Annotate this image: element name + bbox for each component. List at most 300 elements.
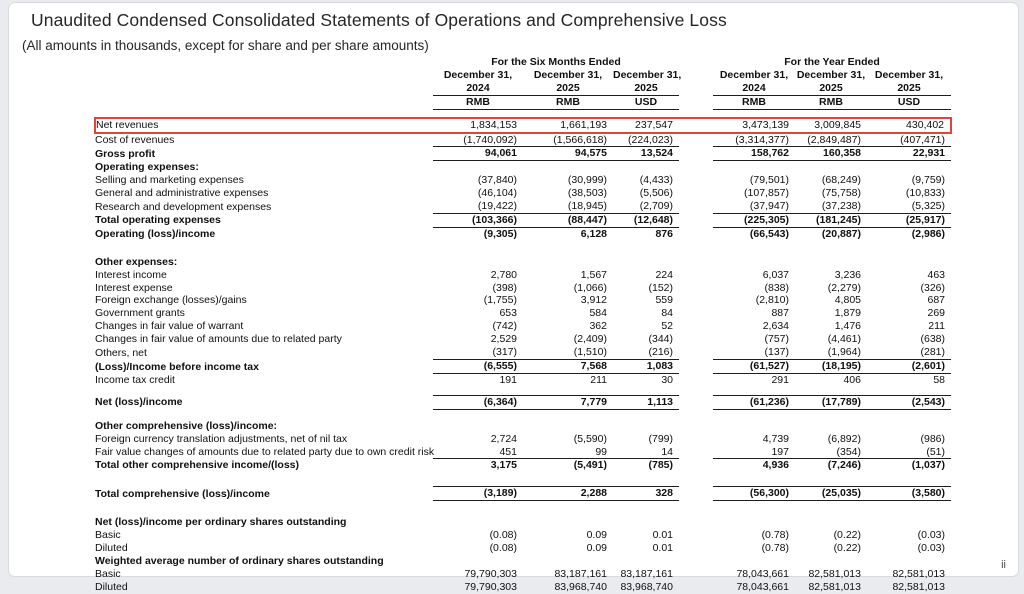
column-gap: [679, 269, 713, 282]
row-label: Net (loss)/income per ordinary shares outstanding: [95, 516, 347, 529]
row-label: Changes in fair value of warrant: [95, 320, 244, 333]
cell-value: 3,912: [580, 294, 607, 307]
cell-value: (18,195): [795, 360, 867, 374]
cell-value: (0.03): [917, 529, 946, 542]
cell-value: (0.08): [489, 542, 517, 555]
column-year-header: 2025: [795, 82, 867, 95]
cell-value: (0.78): [761, 529, 789, 542]
column-gap: [679, 542, 713, 555]
cell-value: (216): [613, 346, 679, 359]
cell-value: [613, 256, 679, 269]
cell-value: (2,986): [911, 227, 946, 240]
column-gap: [679, 568, 713, 581]
cell-value: (66,543): [749, 227, 789, 240]
cell-value: 1,476: [834, 320, 861, 333]
cell-value: 79,790,303: [464, 580, 517, 593]
cell-value: [613, 161, 679, 174]
row-label: Basic: [95, 567, 121, 580]
cell-value: (6,555): [433, 360, 523, 374]
cell-value: [867, 256, 951, 269]
cell-value: 83,968,740: [620, 580, 673, 593]
cell-value: 22,931: [867, 147, 951, 161]
row-label: Foreign exchange (losses)/gains: [95, 294, 247, 307]
cell-value: (638): [920, 333, 946, 346]
cell-value: 1,879: [834, 307, 861, 320]
column-gap: [679, 420, 713, 433]
cell-value: [867, 161, 951, 174]
column-group-header: For the Year Ended: [784, 56, 880, 68]
cell-value: (51): [867, 446, 951, 459]
cell-value: [613, 555, 679, 568]
cell-value: [433, 256, 523, 269]
cell-value: (0.22): [833, 529, 861, 542]
corner-cell: [95, 82, 433, 95]
column-gap: [679, 161, 713, 174]
cell-value: (9,759): [911, 174, 946, 187]
cell-value: [867, 420, 951, 433]
cell-value: 3,175: [490, 459, 517, 472]
row-label: Total comprehensive (loss)/income: [95, 487, 270, 500]
cell-value: (1,510): [523, 346, 613, 359]
cell-value: 0.09: [586, 529, 607, 542]
header-row-years: [95, 82, 951, 95]
column-gap: [679, 282, 713, 295]
cell-value: [433, 516, 523, 529]
column-gap: [679, 333, 713, 346]
cell-value: (785): [648, 459, 673, 472]
cell-value: 94,061: [433, 147, 523, 161]
cell-value: (5,325): [867, 200, 951, 213]
cell-value: 83,187,161: [620, 567, 673, 580]
cell-value: (79,501): [749, 174, 789, 187]
cell-value: (2,849,487): [795, 133, 867, 147]
cell-value: (7,246): [827, 459, 861, 472]
financial-table-container: [94, 56, 952, 594]
column-gap: [679, 118, 713, 133]
cell-value: 158,762: [713, 147, 795, 161]
cell-value: 7,568: [523, 360, 613, 374]
cell-value: (107,857): [744, 187, 789, 200]
table-row: [95, 333, 951, 346]
cell-value: 82,581,013: [892, 580, 946, 593]
column-date-header: December 31,: [719, 68, 789, 81]
cell-value: [867, 555, 951, 568]
cell-value: (326): [920, 281, 946, 294]
row-label: Basic: [95, 529, 121, 542]
spacer-cell: [95, 501, 951, 517]
column-gap: [679, 516, 713, 529]
column-currency-header: RMB: [523, 95, 613, 109]
cell-value: (25,035): [795, 487, 867, 501]
cell-value: 83,968,740: [554, 580, 607, 593]
column-year-header: 2025: [613, 82, 679, 95]
cell-value: [795, 161, 867, 174]
column-gap: [679, 555, 713, 568]
table-row: [95, 213, 951, 227]
cell-value: [523, 555, 613, 568]
page-title: Unaudited Condensed Consolidated Statements of Operations and Comprehensive Loss: [31, 10, 727, 30]
cell-value: 237,547: [613, 118, 679, 133]
cell-value: [433, 555, 523, 568]
table-row: [95, 227, 951, 240]
table-row: [95, 360, 951, 374]
column-date-header: December 31,: [874, 68, 944, 81]
cell-value: (2,709): [613, 200, 679, 213]
cell-value: (56,300): [713, 487, 795, 501]
column-currency-header: RMB: [713, 95, 795, 109]
cell-value: (354): [795, 446, 867, 459]
cell-value: (2,601): [867, 360, 951, 374]
column-year-header: 2025: [523, 82, 613, 95]
table-row: [95, 568, 951, 581]
column-gap: [679, 147, 713, 161]
cell-value: (799): [648, 432, 673, 445]
column-currency-header: USD: [867, 95, 951, 109]
cell-value: (407,471): [867, 133, 951, 147]
cell-value: 78,043,661: [736, 567, 789, 580]
row-label: Income tax credit: [95, 373, 175, 386]
cell-value: 211: [928, 320, 946, 333]
cell-value: 1,113: [613, 395, 679, 409]
column-gap: [679, 187, 713, 200]
cell-value: [523, 256, 613, 269]
column-gap: [679, 529, 713, 542]
column-gap: [679, 174, 713, 187]
cell-value: 559: [655, 294, 673, 307]
cell-value: 197: [713, 446, 795, 459]
cell-value: (19,422): [433, 200, 523, 213]
spacer-cell: [95, 409, 951, 420]
cell-value: [713, 555, 795, 568]
cell-value: 191: [499, 373, 517, 386]
column-gap: [679, 82, 713, 95]
row-label: Interest income: [95, 268, 167, 281]
cell-value: 328: [613, 487, 679, 501]
cell-value: [433, 420, 523, 433]
cell-value: 82,581,013: [808, 567, 861, 580]
cell-value: 0.01: [652, 542, 673, 555]
cell-value: [795, 555, 867, 568]
cell-value: 0.09: [586, 542, 607, 555]
cell-value: (1,740,092): [433, 133, 523, 147]
cell-value: (838): [764, 281, 789, 294]
cell-value: 58: [933, 373, 946, 386]
cell-value: (4,461): [827, 333, 861, 346]
cell-value: 82,581,013: [892, 567, 946, 580]
cell-value: 269: [927, 307, 946, 320]
page-subtitle: (All amounts in thousands, except for share and per share amounts): [22, 38, 429, 53]
cell-value: (344): [648, 333, 673, 346]
cell-value: 653: [499, 307, 517, 320]
cell-value: (225,305): [713, 213, 795, 227]
cell-value: (5,506): [639, 187, 673, 200]
row-label: Diluted: [95, 580, 128, 593]
cell-value: 30: [661, 373, 673, 386]
table-body: [95, 109, 951, 594]
cell-value: [433, 161, 523, 174]
table-row: [95, 346, 951, 359]
cell-value: 3,009,845: [795, 118, 867, 133]
table-row: [95, 529, 951, 542]
cell-value: (103,366): [433, 213, 523, 227]
cell-value: 82,581,013: [808, 580, 861, 593]
row-label: Fair value changes of amounts due to related party due to own credit risk: [95, 446, 435, 459]
cell-value: (6,892): [827, 432, 861, 445]
table-header: [95, 56, 951, 109]
column-gap: [679, 459, 713, 472]
table-row: [95, 118, 951, 133]
cell-value: 211: [590, 373, 607, 386]
cell-value: [795, 256, 867, 269]
column-gap: [679, 446, 713, 459]
column-year-header: 2024: [713, 82, 795, 95]
cell-value: [713, 420, 795, 433]
cell-value: (4,433): [639, 174, 673, 187]
cell-value: (742): [492, 320, 517, 333]
spacer-row: [95, 387, 951, 396]
cell-value: 463: [927, 268, 946, 281]
section-row: [95, 256, 951, 269]
cell-value: 79,790,303: [464, 567, 517, 580]
column-gap: [679, 294, 713, 307]
cell-value: (37,840): [477, 174, 517, 187]
column-gap: [679, 227, 713, 240]
cell-value: (12,648): [613, 213, 679, 227]
row-label: Gross profit: [95, 147, 156, 160]
cell-value: (18,945): [523, 200, 613, 213]
cell-value: (1,037): [911, 459, 946, 472]
cell-value: (61,527): [713, 360, 795, 374]
spacer-row: [95, 472, 951, 487]
cell-value: (1,755): [483, 294, 517, 307]
table-row: [95, 373, 951, 386]
table-row: [95, 269, 951, 282]
row-label: Weighted average number of ordinary shares outstanding: [95, 554, 384, 567]
cell-value: [795, 516, 867, 529]
cell-value: 78,043,661: [736, 580, 789, 593]
cell-value: (3,189): [433, 487, 523, 501]
cell-value: 7,779: [523, 395, 613, 409]
spacer-row: [95, 109, 951, 118]
cell-value: (3,580): [867, 487, 951, 501]
column-gap: [679, 200, 713, 213]
cell-value: (88,447): [523, 213, 613, 227]
cell-value: (68,249): [821, 174, 861, 187]
cell-value: (75,758): [821, 187, 861, 200]
row-label: Others, net: [95, 346, 147, 359]
cell-value: 2,724: [490, 432, 517, 445]
column-gap: [679, 346, 713, 359]
column-date-header: December 31,: [613, 68, 682, 81]
cell-value: [523, 516, 613, 529]
row-label: Net revenues: [95, 118, 433, 133]
column-gap: [679, 56, 713, 69]
spacer-row: [95, 409, 951, 420]
cell-value: (10,833): [905, 187, 946, 200]
cell-value: [867, 516, 951, 529]
cell-value: (3,314,377): [713, 133, 795, 147]
cell-value: (1,066): [573, 281, 607, 294]
row-label: Changes in fair value of amounts due to related party: [95, 333, 342, 346]
column-gap: [679, 395, 713, 409]
cell-value: (2,409): [573, 333, 607, 346]
cell-value: (0.22): [833, 542, 861, 555]
row-label: Total operating expenses: [95, 214, 221, 227]
cell-value: (224,023): [613, 133, 679, 147]
header-row-groups: [95, 56, 951, 69]
cell-value: 2,780: [490, 268, 517, 281]
table-row: [95, 459, 951, 472]
cell-value: 584: [589, 307, 607, 320]
cell-value: (5,590): [573, 432, 607, 445]
row-label: Selling and marketing expenses: [95, 174, 244, 187]
cell-value: 6,128: [580, 227, 607, 240]
cell-value: 14: [613, 446, 679, 459]
corner-cell: [95, 69, 433, 82]
cell-value: 887: [771, 307, 789, 320]
column-currency-header: RMB: [795, 95, 867, 109]
column-date-header: December 31,: [443, 68, 513, 81]
column-group-header: For the Six Months Ended: [491, 56, 621, 68]
cell-value: (0.78): [761, 542, 789, 555]
column-gap: [679, 133, 713, 147]
table-row: [95, 187, 951, 200]
cell-value: 2,634: [762, 320, 789, 333]
cell-value: 3,236: [834, 268, 861, 281]
cell-value: (281): [867, 346, 951, 359]
cell-value: 2,529: [490, 333, 517, 346]
row-label: (Loss)/Income before income tax: [95, 360, 259, 373]
cell-value: (5,491): [573, 459, 607, 472]
cell-value: 83,187,161: [554, 567, 607, 580]
cell-value: (398): [492, 281, 517, 294]
row-label: Total other comprehensive income/(loss): [95, 459, 300, 472]
row-label: Diluted: [95, 542, 128, 555]
spacer-cell: [95, 241, 951, 256]
cell-value: (757): [764, 333, 789, 346]
column-gap: [679, 320, 713, 333]
cell-value: 451: [433, 446, 523, 459]
row-label: Operating (loss)/income: [95, 227, 216, 240]
column-currency-header: USD: [613, 95, 679, 109]
cell-value: 4,739: [762, 432, 789, 445]
cell-value: 2,288: [523, 487, 613, 501]
column-gap: [679, 487, 713, 501]
section-row: [95, 420, 951, 433]
column-gap: [679, 69, 713, 82]
cell-value: 4,805: [834, 294, 861, 307]
row-label: Interest expense: [95, 281, 173, 294]
cell-value: [713, 516, 795, 529]
financial-statements-table: [94, 56, 952, 594]
column-gap: [679, 360, 713, 374]
cell-value: (317): [433, 346, 523, 359]
cell-value: 160,358: [795, 147, 867, 161]
table-row: [95, 446, 951, 459]
cell-value: [523, 420, 613, 433]
cell-value: 291: [771, 373, 789, 386]
cell-value: [613, 420, 679, 433]
spacer-row: [95, 501, 951, 517]
cell-value: (2,543): [867, 395, 951, 409]
table-row: [95, 147, 951, 161]
cell-value: 94,575: [523, 147, 613, 161]
cell-value: [713, 256, 795, 269]
cell-value: 224: [655, 268, 673, 281]
cell-value: (25,917): [867, 213, 951, 227]
cell-value: 99: [523, 446, 613, 459]
cell-value: 84: [661, 307, 673, 320]
cell-value: (152): [648, 281, 673, 294]
cell-value: (0.03): [917, 542, 946, 555]
cell-value: 0.01: [652, 529, 673, 542]
corner-cell: [95, 95, 433, 109]
cell-value: (6,364): [433, 395, 523, 409]
section-row: [95, 516, 951, 529]
row-label: General and administrative expenses: [95, 187, 269, 200]
cell-value: (61,236): [713, 395, 795, 409]
column-gap: [679, 433, 713, 446]
cell-value: (38,503): [567, 187, 607, 200]
cell-value: 687: [927, 294, 946, 307]
cell-value: (1,964): [795, 346, 867, 359]
cell-value: (0.08): [489, 529, 517, 542]
table-row: [95, 487, 951, 501]
section-row: [95, 555, 951, 568]
cell-value: (2,810): [755, 294, 789, 307]
corner-cell: [95, 56, 433, 69]
cell-value: 1,834,153: [433, 118, 523, 133]
cell-value: 1,083: [613, 360, 679, 374]
cell-value: (1,566,618): [523, 133, 613, 147]
cell-value: [713, 161, 795, 174]
cell-value: (2,279): [827, 281, 861, 294]
spacer-cell: [95, 387, 951, 396]
cell-value: 1,567: [580, 268, 607, 281]
row-label: Other comprehensive (loss)/income:: [95, 419, 278, 432]
section-row: [95, 161, 951, 174]
header-row-currencies: [95, 95, 951, 109]
row-label: Operating expenses:: [95, 161, 199, 174]
cell-value: (181,245): [795, 213, 867, 227]
cell-value: 1,661,193: [523, 118, 613, 133]
column-date-header: December 31,: [533, 68, 603, 81]
cell-value: 4,936: [762, 459, 789, 472]
column-date-header: December 31,: [796, 68, 866, 81]
cell-value: (137): [713, 346, 795, 359]
header-row-dates: [95, 69, 951, 82]
row-label: Government grants: [95, 307, 185, 320]
column-year-header: 2024: [433, 82, 523, 95]
column-gap: [679, 256, 713, 269]
cell-value: (17,789): [795, 395, 867, 409]
table-row: [95, 542, 951, 555]
table-row: [95, 282, 951, 295]
spacer-row: [95, 241, 951, 256]
table-row: [95, 294, 951, 307]
cell-value: 406: [843, 373, 861, 386]
table-row: [95, 200, 951, 213]
table-row: [95, 581, 951, 594]
row-label: Research and development expenses: [95, 200, 272, 213]
row-label: Other expenses:: [95, 255, 178, 268]
row-label: Net (loss)/income: [95, 396, 183, 409]
table-row: [95, 433, 951, 446]
cell-value: 6,037: [762, 268, 789, 281]
cell-value: 13,524: [613, 147, 679, 161]
cell-value: [613, 516, 679, 529]
table-row: [95, 395, 951, 409]
